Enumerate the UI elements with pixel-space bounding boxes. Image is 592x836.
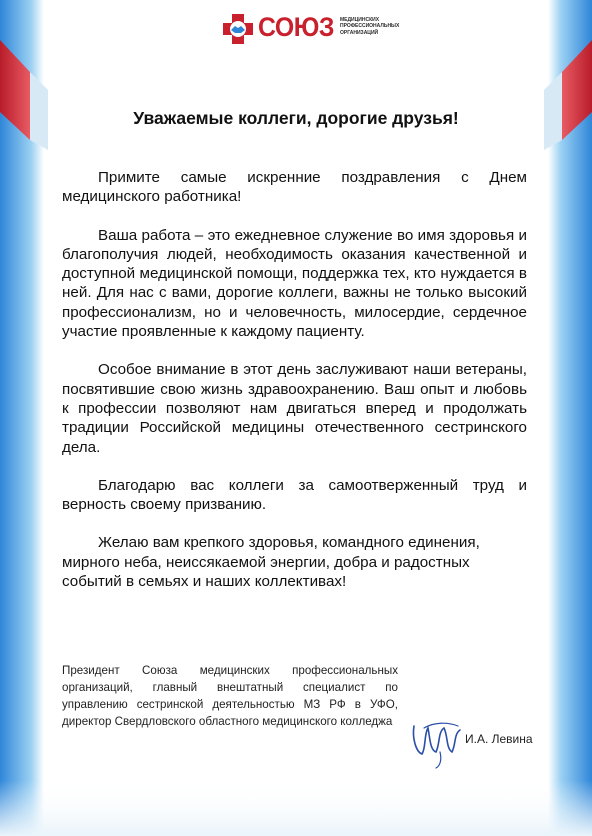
signer-name: И.А. Левина <box>465 732 533 746</box>
letter-heading: Уважаемые коллеги, дорогие друзья! <box>133 108 459 128</box>
handwritten-signature <box>404 708 466 770</box>
logo-subtitle: МЕДИЦИНСКИХ ПРОФЕССИОНАЛЬНЫХ ОРГАНИЗАЦИЙ <box>340 17 400 36</box>
letter-body <box>62 168 527 610</box>
paragraph: Примите самые искренние поздравления с Днем медицинского работника! <box>62 169 527 206</box>
signer-position: Президент Союза медицинских профессиональных организаций, главный внештатный специалист по управлению сестринской деятельностью МЗ РФ в УФО, директор Свердловского областного медицинского колледжа <box>62 664 398 728</box>
handshake-cross-icon <box>220 14 256 44</box>
paragraph: Особое внимание в этот день заслуживают наши ветераны, посвятившие свою жизнь здравоохранению. Ваш опыт и любовь к профессии позволяют нам двигаться вперед и продолжать традиции Российской медицины отечественного сестринского дела. <box>62 361 527 456</box>
paragraph: Ваша работа – это ежедневное служение во имя здоровья и благополучия людей, необходимость оказания качественной и доступной медицинской помощи, поддержка тех, кто нуждается в ней. Для нас с вами, дорогие коллеги, важны не только высокий профессионализм, но и человечность, милосердие, сердечное участие проявленные к каждому пациенту. <box>62 226 527 341</box>
organization-logo <box>220 12 400 44</box>
paragraph: Благодарю вас коллеги за самоотверженный труд и верность своему призванию. <box>62 476 527 514</box>
paragraph: Желаю вам крепкого здоровья, командного единения, мирного неба, неиссякаемой энергии, добра и радостных событий в семьях и наших коллективах! <box>62 534 480 591</box>
logo-word: СОЮЗ <box>258 12 334 42</box>
